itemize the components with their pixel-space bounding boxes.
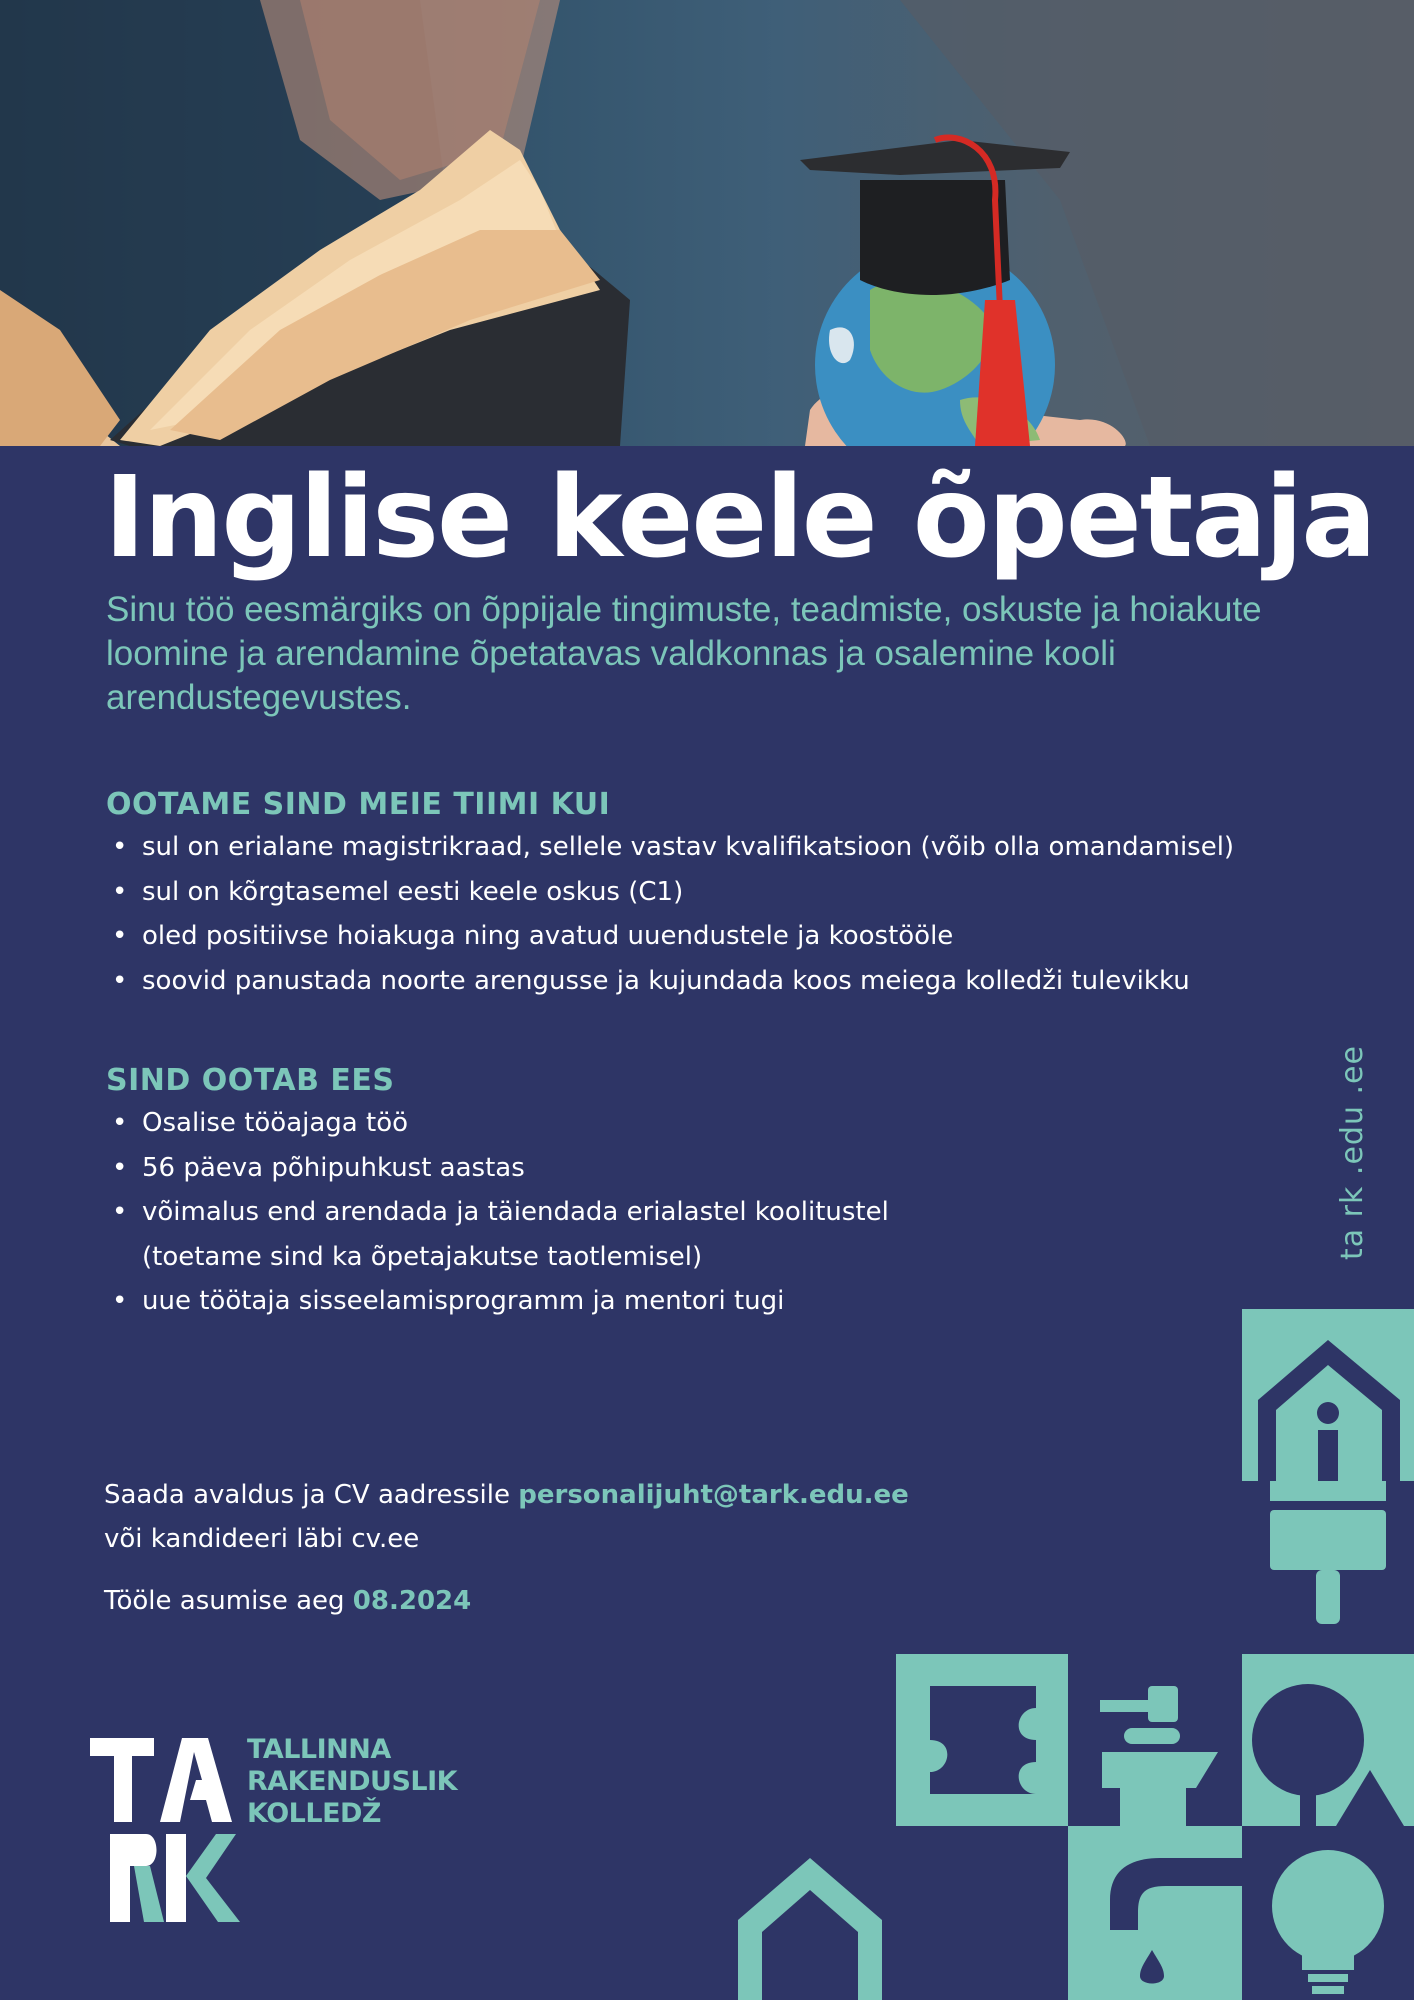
list-item: • soovid panustada noorte arengusse ja kujundada koos meiega kolledži tulevikku: [106, 959, 1296, 1004]
tree-icon: [1242, 1654, 1414, 1826]
tark-logo-icon: [90, 1738, 240, 1922]
start-date-value: 08.2024: [352, 1586, 472, 1616]
logo-wordmark: [247, 1734, 457, 1830]
house-outline-icon: [738, 1858, 882, 2000]
faucet-icon: [1068, 1826, 1242, 2000]
job-title: Inglise keele õpetaja: [104, 453, 1375, 583]
apply-alt-text: või kandideeri läbi cv.ee: [104, 1524, 420, 1554]
email-link[interactable]: personalijuht@tark.edu.ee: [518, 1480, 909, 1510]
list-item: • oled positiivse hoiakuga ning avatud uuendustele ja koostööle: [106, 914, 1296, 959]
list-item: • sul on erialane magistrikraad, sellele vastav kvalifikatsioon (võib olla omandamisel): [106, 825, 1296, 870]
requirements-heading: OOTAME SIND MEIE TIIMI KUI: [106, 787, 611, 822]
coffee-machine-icon: [1100, 1686, 1218, 1826]
job-description: Sinu töö eesmärgiks on õppijale tingimuste, teadmiste, oskuste ja hoiakute loomine ja arendamine õpetatavas valdkonnas ja osalemine kooli arendustegevustes.: [106, 590, 1262, 717]
list-item: • 56 päeva põhipuhkust aastas: [106, 1146, 1006, 1191]
puzzle-icon: [896, 1654, 1068, 1826]
paint-roller-icon: [1270, 1481, 1386, 1624]
list-item: • Osalise tööajaga töö: [106, 1101, 1006, 1146]
apply-text: Saada avaldus ja CV aadressile: [104, 1480, 510, 1510]
list-item: • võimalus end arendada ja täiendada erialastel koolitustel (toetame sind ka õpetajakutse taotlemisel): [106, 1190, 1006, 1279]
logo-line: RAKENDUSLIK: [247, 1766, 458, 1797]
offer-heading: SIND OOTAB EES: [106, 1063, 395, 1098]
logo-line: TALLINNA: [247, 1734, 391, 1765]
website-url: ta rk .edu .ee: [1335, 1045, 1370, 1260]
logo-line: KOLLEDŽ: [247, 1798, 382, 1829]
lightbulb-icon: [1242, 1826, 1414, 2000]
list-item: • sul on kõrgtasemel eesti keele oskus (C1): [106, 870, 1296, 915]
list-item: • uue töötaja sisseelamisprogramm ja mentori tugi: [106, 1279, 1006, 1324]
house-info-icon: [1242, 1309, 1414, 1481]
start-date-label: Tööle asumise aeg: [104, 1586, 345, 1616]
